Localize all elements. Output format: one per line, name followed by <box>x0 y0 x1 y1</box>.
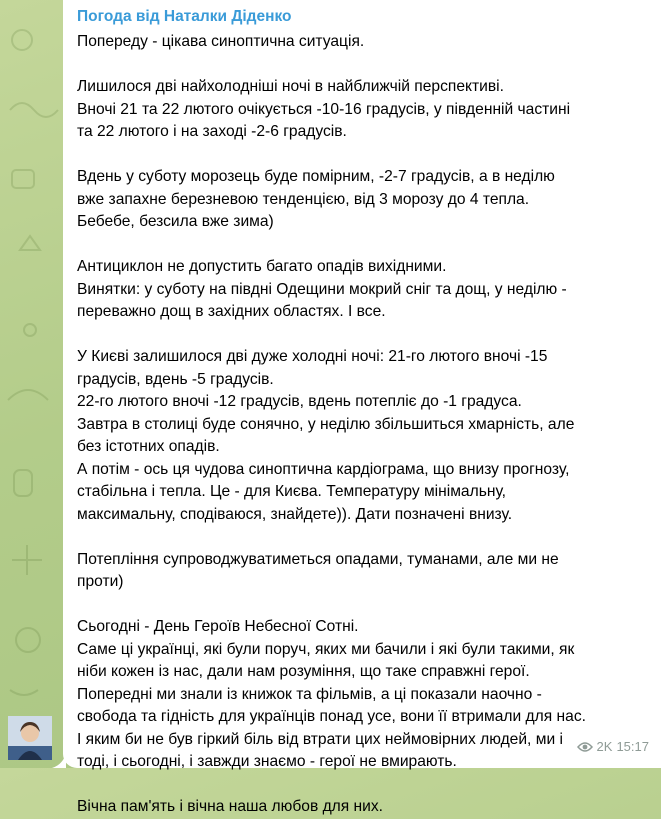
message-line: та 22 лютого і на заході -2-6 градусів. <box>77 123 347 140</box>
message-line: У Києві залишилося дві дуже холодні ночі: 21-го лютого вночі -15 <box>77 348 548 365</box>
message-line: максимальну, сподіваюся, знайдете)). Дати позначені внизу. <box>77 505 513 523</box>
avatar-image <box>8 716 52 760</box>
message-line: вже запахне березневою тенденцією, від 3 морозу до 4 тепла. <box>77 190 530 208</box>
message-paragraph <box>77 796 647 819</box>
channel-avatar[interactable] <box>8 716 52 760</box>
message-line: Вночі 21 та 22 лютого очікується -10-16 градусів, у південній частині <box>77 100 571 118</box>
message-line: градусів, вдень -5 градусів. <box>77 370 274 388</box>
message-paragraph <box>77 256 647 324</box>
message-line: 22-го лютого вночі -12 градусів, вдень потепліє до -1 градуса. <box>77 393 522 410</box>
message-paragraph <box>77 346 647 526</box>
message-line: стабільна і тепла. Це - для Києва. Температуру мінімальну, <box>77 483 507 500</box>
message-line: Завтра в столиці буде сонячно, у неділю збільшиться хмарність, але <box>77 415 575 433</box>
eye-icon <box>577 741 593 753</box>
message-line: Попередні ми знали із книжок та фільмів, а ці показали наочно - <box>77 685 542 703</box>
message-paragraph <box>77 549 647 594</box>
message-line: Потепління супроводжуватиметься опадами, туманами, але ми не <box>77 550 559 568</box>
view-count: 2K <box>596 739 613 754</box>
message-line: свобода та гідність для українців понад усе, вони її втримали для нас. <box>77 708 586 725</box>
message-paragraph <box>77 616 647 774</box>
message-line: А потім - ось ця чудова синоптична кардіограма, що внизу прогнозу, <box>77 460 570 478</box>
message-line: переважно дощ в західних областях. І все. <box>77 303 386 320</box>
message-text <box>77 31 647 819</box>
message-line: Вічна пам'ять і вічна наша любов для них. <box>77 798 383 815</box>
message-line: Попереду - цікава синоптична ситуація. <box>77 33 365 50</box>
message-meta <box>577 739 649 754</box>
message-line: ніби кожен із нас, дали нам розуміння, що таке справжні герої. <box>77 663 530 680</box>
message-time: 15:17 <box>616 739 649 754</box>
message-line: Саме ці українці, які були поруч, яких ми бачили і які були такими, як <box>77 640 575 658</box>
message-line: Вдень у суботу морозець буде помірним, -2-7 градусів, а в неділю <box>77 168 555 185</box>
message-line: Антициклон не допустить багато опадів вихідними. <box>77 258 447 275</box>
message-bubble[interactable] <box>63 0 661 815</box>
message-line: без істотних опадів. <box>77 438 220 455</box>
message-line: тоді, і сьогодні, і завжди знаємо - герої не вмирають. <box>77 753 457 770</box>
message-line: І яким би не був гіркий біль від втрати цих неймовірних людей, ми і <box>77 730 563 748</box>
message-line: Винятки: у суботу на півдні Одещини мокрий сніг та дощ, у неділю - <box>77 280 567 298</box>
message-line: Сьогодні - День Героїв Небесної Сотні. <box>77 618 359 635</box>
message-paragraph <box>77 166 647 234</box>
message-line: Лишилося дві найхолодніші ночі в найближчій перспективі. <box>77 78 504 95</box>
message-paragraph <box>77 31 647 54</box>
message-line: Бебебе, безсила вже зима) <box>77 213 274 230</box>
message-paragraph <box>77 76 647 144</box>
sender-name[interactable]: Погода від Наталки Діденко <box>77 8 292 25</box>
message-line: проти) <box>77 573 124 590</box>
